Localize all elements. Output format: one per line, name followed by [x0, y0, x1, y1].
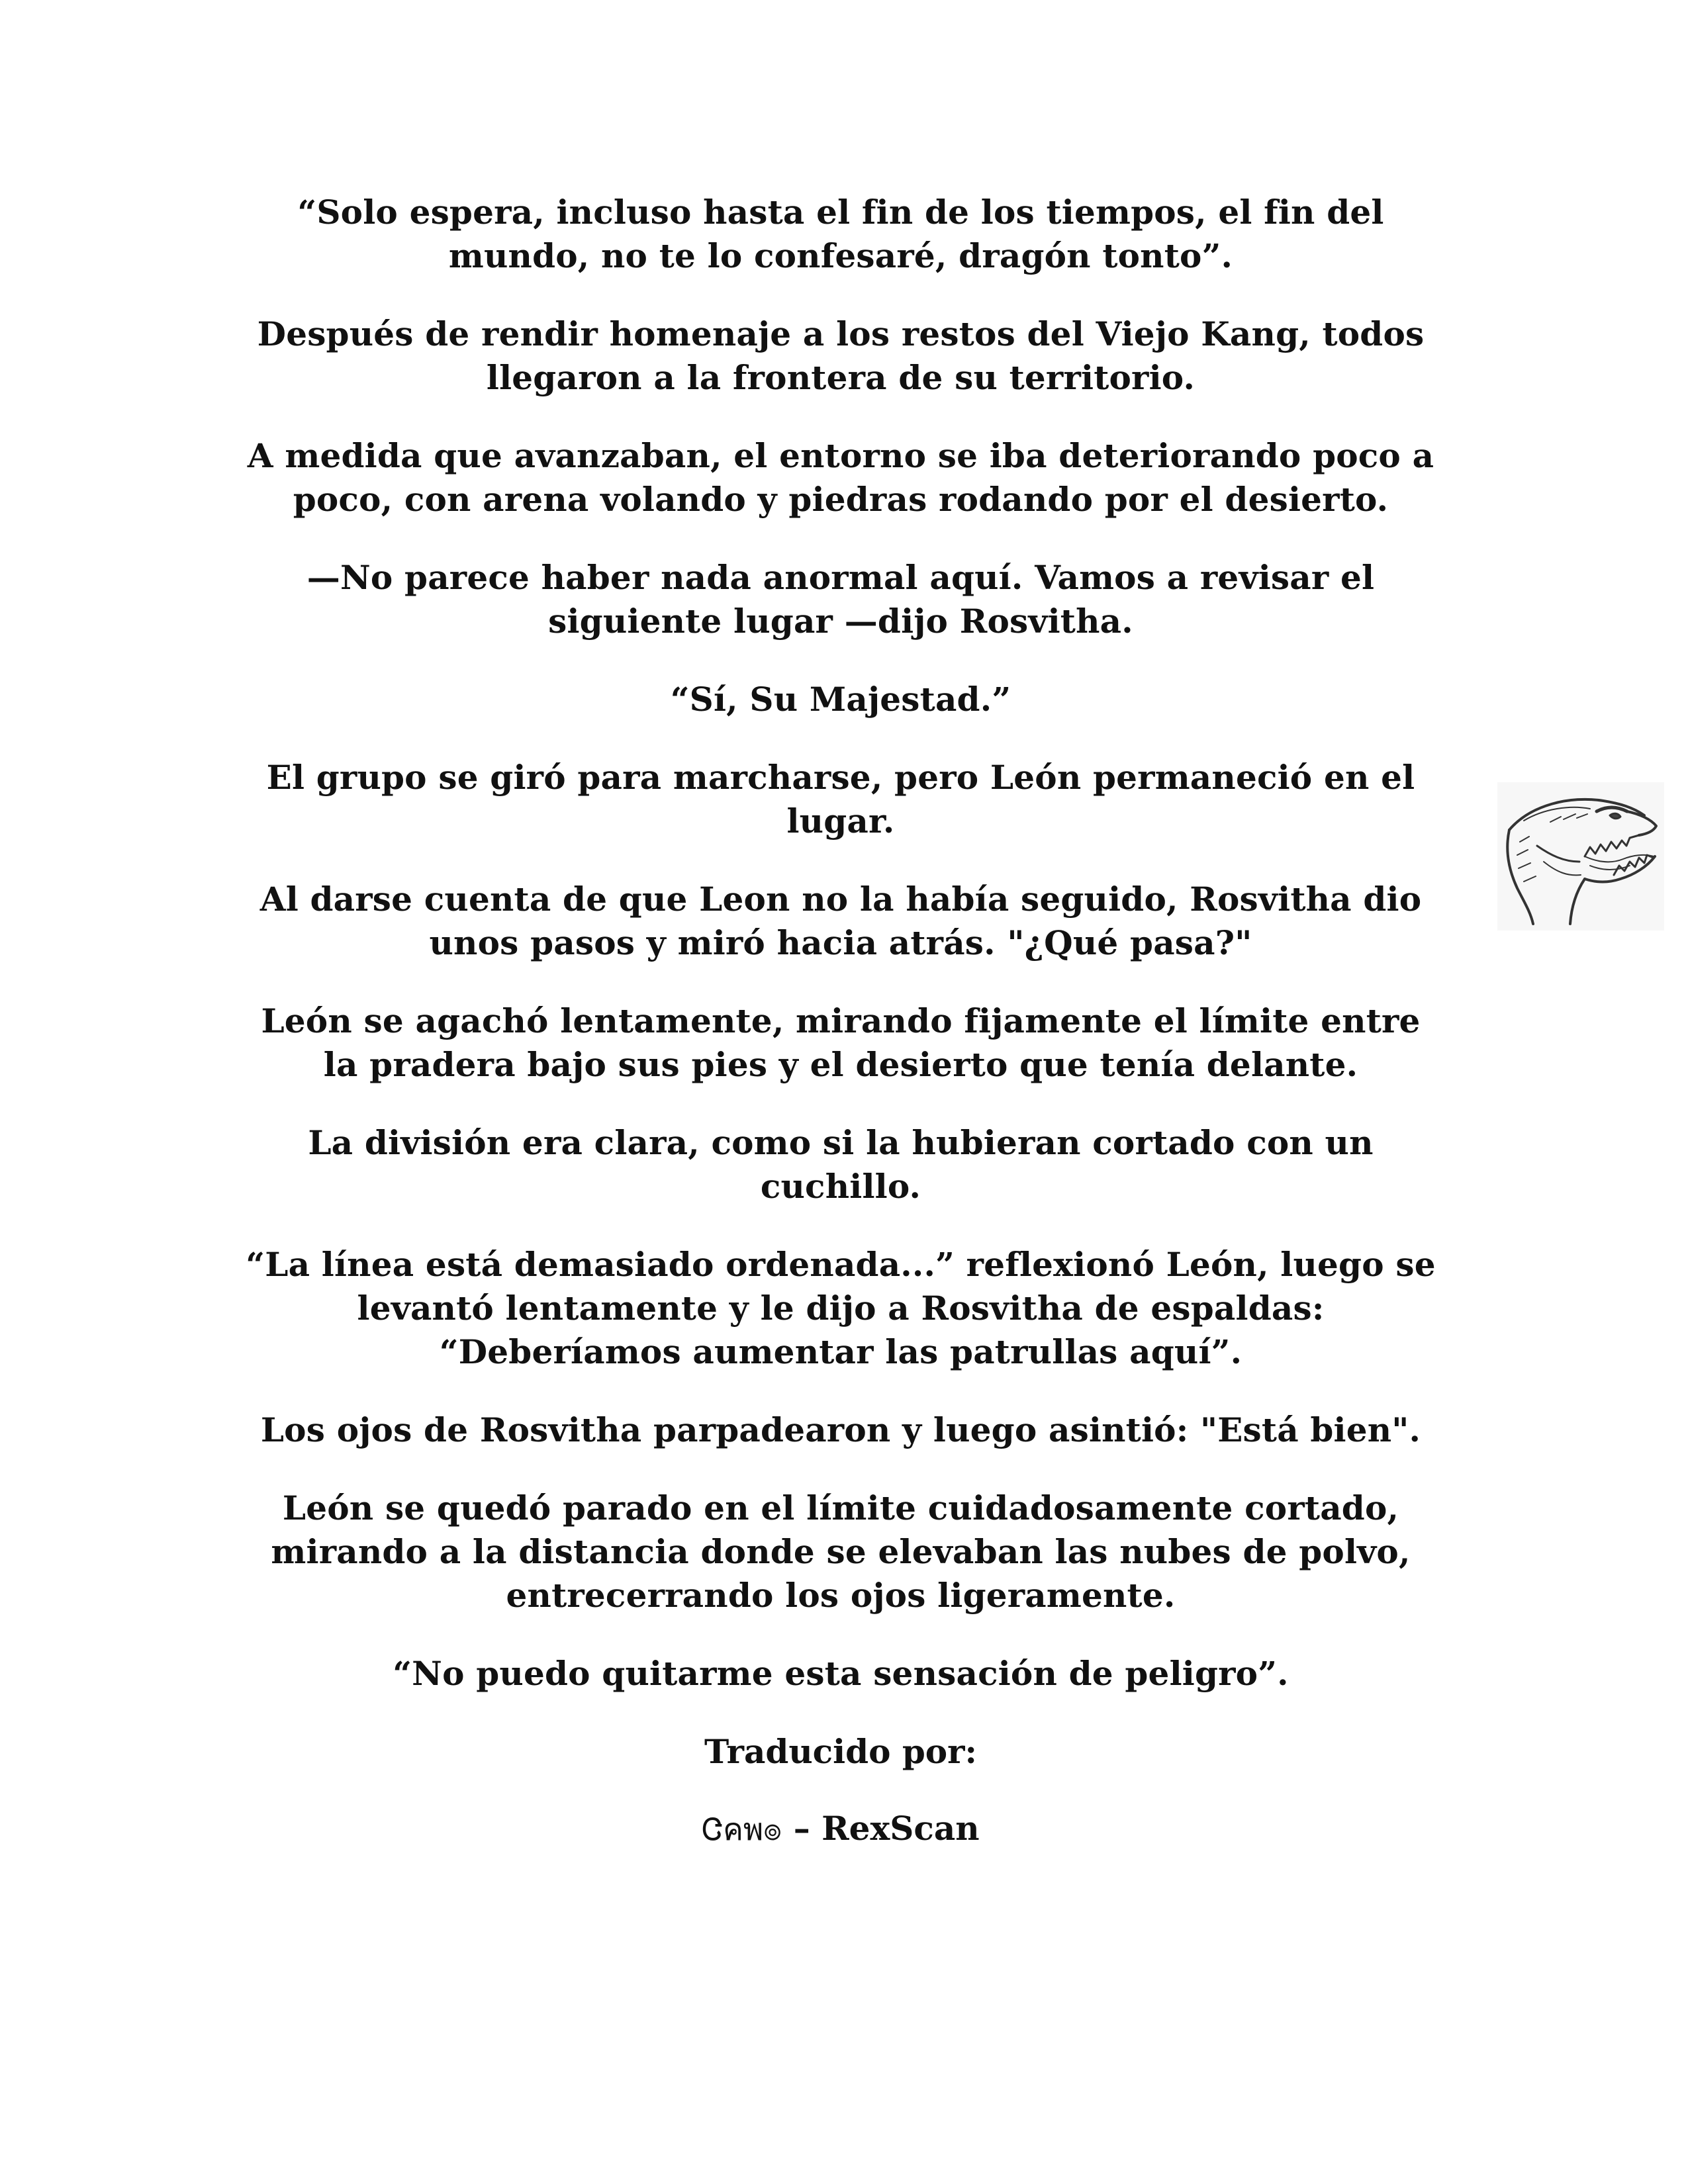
paragraph-12: León se quedó parado en el límite cuidadosamente cortado, mirando a la distancia donde se elevaban las nubes de polvo, entrecerrando los ojos ligeramente. [271, 1488, 1411, 1615]
credits-line [238, 1807, 1443, 1851]
paragraph-2: Después de rendir homenaje a los restos del Viejo Kang, todos llegaron a la frontera de su territorio. [257, 314, 1425, 397]
paragraph-3: A medida que avanzaban, el entorno se iba deteriorando poco a poco, con arena volando y piedras rodando por el desierto. [247, 436, 1434, 519]
credits-separator: – [782, 1809, 822, 1848]
paragraph-6: El grupo se giró para marcharse, pero León permaneció en el lugar. [266, 758, 1415, 841]
paragraph-10: “La línea está demasiado ordenada...” reflexionó León, luego se levantó lentamente y le dijo a Rosvitha de espaldas: “Deberíamos aumentar las patrullas aquí”. [246, 1245, 1436, 1371]
credits-title: Traducido por: [704, 1732, 977, 1771]
paragraph-13: “No puedo quitarme esta sensación de peligro”. [393, 1654, 1289, 1693]
paragraph-11: Los ojos de Rosvitha parpadearon y luego asintió: "Está bien". [260, 1410, 1421, 1449]
group-name: RexScan [821, 1809, 980, 1848]
translator-name: Ꮳคพ๏ [702, 1811, 782, 1847]
paragraph-4: —No parece haber nada anormal aquí. Vamos a revisar el siguiente lugar —dijo Rosvitha. [306, 558, 1375, 641]
paragraph-1: “Solo espera, incluso hasta el fin de los tiempos, el fin del mundo, no te lo confesaré, dragón tonto”. [297, 193, 1384, 275]
paragraph-8: León se agachó lentamente, mirando fijamente el límite entre la pradera bajo sus pies y el desierto que tenía delante. [261, 1001, 1421, 1084]
trex-head-icon [1497, 782, 1664, 931]
document-body [238, 191, 1443, 1851]
paragraph-9: La división era clara, como si la hubieran cortado con un cuchillo. [308, 1123, 1374, 1206]
paragraph-7: Al darse cuenta de que Leon no la había seguido, Rosvitha dio unos pasos y miró hacia atrás. "¿Qué pasa?" [259, 880, 1422, 962]
paragraph-5: “Sí, Su Majestad.” [670, 680, 1011, 719]
